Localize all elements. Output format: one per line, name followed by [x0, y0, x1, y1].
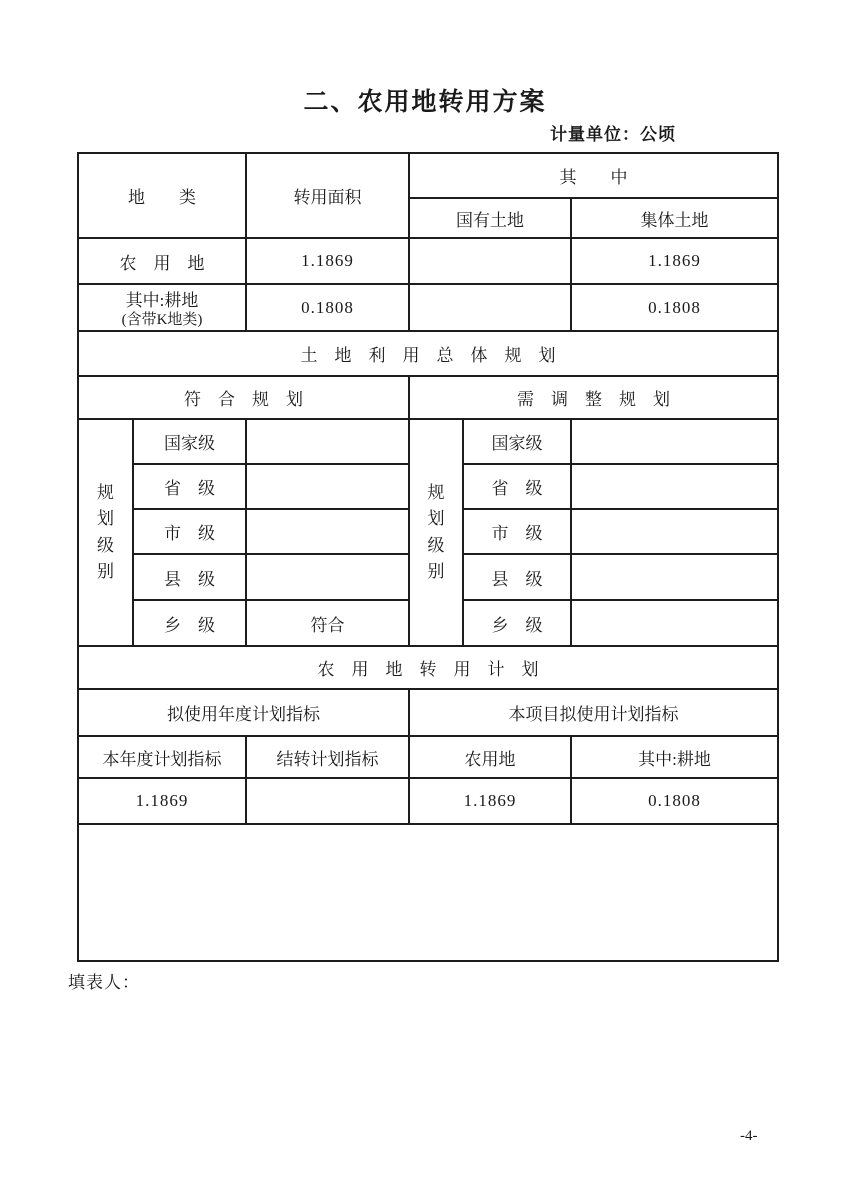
cultivated-land-label-line2: (含带K地类): [121, 312, 203, 328]
value-carryover-quota: [246, 778, 409, 824]
compliant-level-value-city: [246, 509, 409, 554]
compliant-level-label-county: 县 级: [133, 554, 246, 600]
adjust-level-label-county: 县 级: [463, 554, 571, 600]
adjust-level-value-national: [571, 419, 778, 464]
header-collective-land: 集体土地: [571, 198, 778, 238]
header-among-which: 其 中: [409, 153, 778, 198]
adjust-level-label-province: 省 级: [463, 464, 571, 509]
planning-level-vertical-label: 规划级别: [427, 482, 445, 581]
compliant-level-label-province: 省 级: [133, 464, 246, 509]
cultivated-land-area: 0.1808: [246, 284, 409, 331]
compliant-level-value-province: [246, 464, 409, 509]
header-state-owned-land: 国有土地: [409, 198, 571, 238]
compliant-level-value-township: 符合: [246, 600, 409, 646]
header-adjust-planning: 需 调 整 规 划: [409, 376, 778, 419]
measurement-unit-note: 计量单位：公顷: [550, 125, 676, 144]
header-land-type: 地 类: [78, 153, 246, 238]
compliant-level-label-city: 市 级: [133, 509, 246, 554]
adjust-level-value-city: [571, 509, 778, 554]
compliant-level-value-county: [246, 554, 409, 600]
value-plan-cultivated-land: 0.1808: [571, 778, 778, 824]
cultivated-land-label-line1: 其中:耕地: [125, 291, 199, 310]
agricultural-land-collective: 1.1869: [571, 238, 778, 284]
cultivated-land-state-owned: [409, 284, 571, 331]
compliant-level-label-national: 国家级: [133, 419, 246, 464]
adjust-level-value-township: [571, 600, 778, 646]
header-plan-cultivated-land: 其中:耕地: [571, 736, 778, 778]
header-annual-quota: 拟使用年度计划指标: [78, 689, 409, 736]
header-carryover-quota: 结转计划指标: [246, 736, 409, 778]
compliant-planning-level-axis: [78, 419, 133, 646]
adjust-level-value-province: [571, 464, 778, 509]
compliant-level-value-national: [246, 419, 409, 464]
page-title: 二、农用地转用方案: [303, 88, 547, 116]
adjust-level-label-township: 乡 级: [463, 600, 571, 646]
value-current-year-quota: 1.1869: [78, 778, 246, 824]
planning-level-vertical-label: 规划级别: [97, 482, 114, 581]
cultivated-land-label: [78, 284, 246, 331]
header-plan-agricultural-land: 农用地: [409, 736, 571, 778]
land-conversion-table: [77, 152, 779, 962]
preparer-label: 填表人：: [68, 973, 140, 992]
section-conversion-plan-title: 农 用 地 转 用 计 划: [78, 646, 778, 689]
adjust-level-label-national: 国家级: [463, 419, 571, 464]
agricultural-land-area: 1.1869: [246, 238, 409, 284]
agricultural-land-label: 农 用 地: [78, 238, 246, 284]
compliant-level-label-township: 乡 级: [133, 600, 246, 646]
value-plan-agricultural-land: 1.1869: [409, 778, 571, 824]
agricultural-land-state-owned: [409, 238, 571, 284]
remarks-empty-cell: [78, 824, 778, 961]
section-overall-planning-title: 土 地 利 用 总 体 规 划: [78, 331, 778, 376]
header-current-year-quota: 本年度计划指标: [78, 736, 246, 778]
header-project-quota: 本项目拟使用计划指标: [409, 689, 778, 736]
adjust-level-value-county: [571, 554, 778, 600]
cultivated-land-collective: 0.1808: [571, 284, 778, 331]
adjust-planning-level-axis: [409, 419, 463, 646]
adjust-level-label-city: 市 级: [463, 509, 571, 554]
page-number: -4-: [740, 1128, 758, 1144]
header-compliant-planning: 符 合 规 划: [78, 376, 409, 419]
header-conversion-area: 转用面积: [246, 153, 409, 238]
